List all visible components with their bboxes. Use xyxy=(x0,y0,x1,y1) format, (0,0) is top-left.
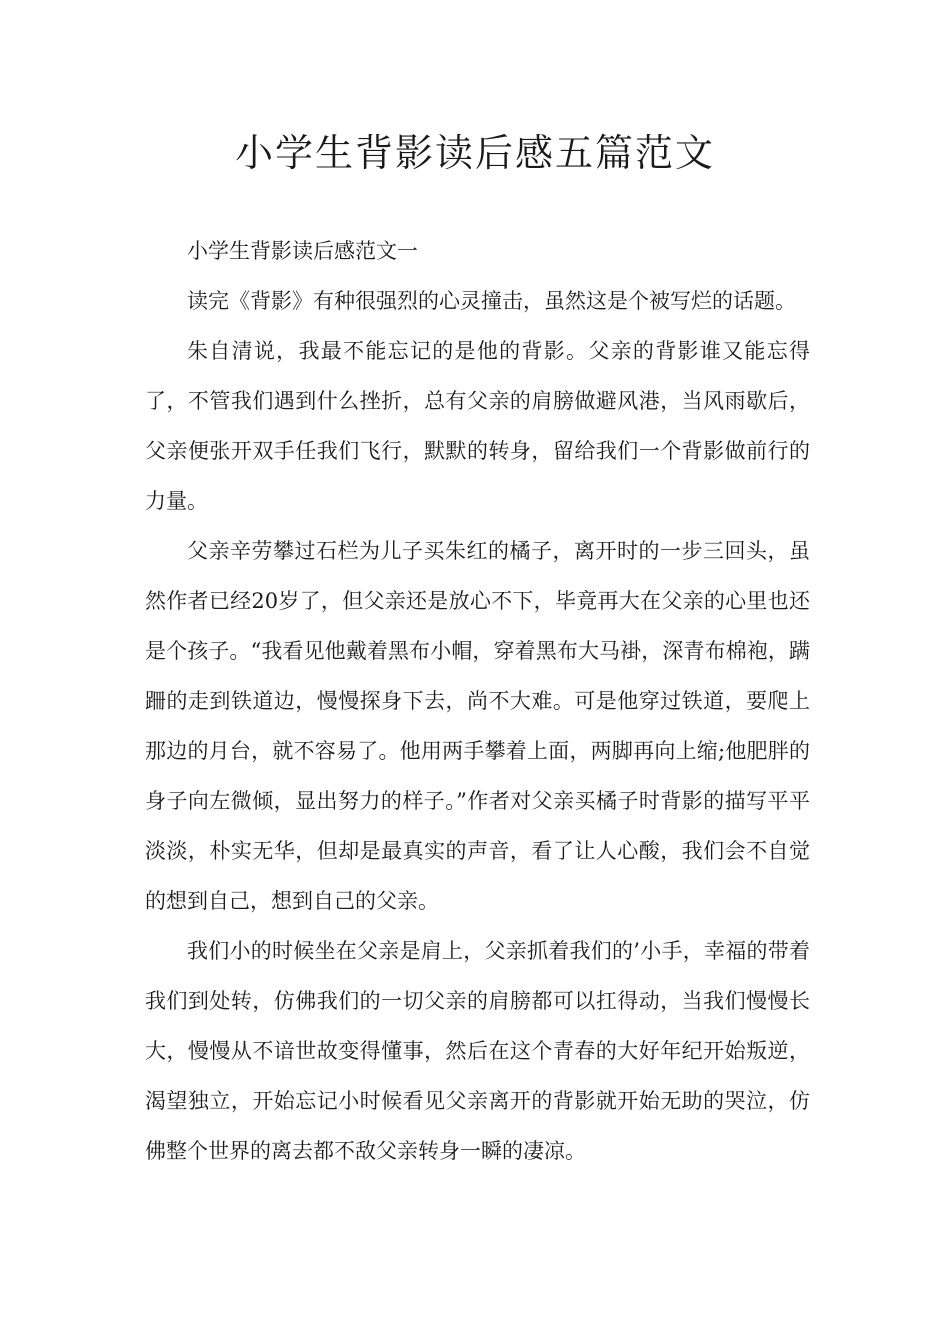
page-title: 小学生背影读后感五篇范文 xyxy=(234,131,715,175)
paragraph: 朱自清说，我最不能忘记的是他的背影。父亲的背影谁又能忘得了，不管我们遇到什么挫折，总有父亲的肩膀做避风港，当风雨歇后，父亲便张开双手任我们飞行，默默的转身，留给我们一个背影做前行的力量。 xyxy=(145,339,810,513)
section-heading: 小学生背影读后感范文一 xyxy=(187,239,418,263)
paragraph: 父亲辛劳攀过石栏为儿子买朱红的橘子，离开时的一步三回头，虽然作者已经20岁了，但父亲还是放心不下，毕竟再大在父亲的心里也还是个孩子。“我看见他戴着黑布小帽，穿着黑布大马褂，深青布棉袍，蹒跚的走到铁道边，慢慢探身下去，尚不大难。可是他穿过铁道，要爬上那边的月台，就不容易了。他用两手攀着上面，两脚再向上缩;他肥胖的身子向左微倾，显出努力的样子。”作者对父亲买橘子时背影的描写平平淡淡，朴实无华，但却是最真实的声音，看了让人心酸，我们会不自觉的想到自己，想到自己的父亲。 xyxy=(145,539,810,913)
paragraph: 我们小的时候坐在父亲是肩上，父亲抓着我们的’小手，幸福的带着我们到处转，仿佛我们的一切父亲的肩膀都可以扛得动，当我们慢慢长大，慢慢从不谙世故变得懂事，然后在这个青春的大好年纪开始叛逆，渴望独立，开始忘记小时候看见父亲离开的背影就开始无助的哭泣，仿佛整个世界的离去都不敌父亲转身一瞬的凄凉。 xyxy=(145,939,810,1163)
paragraph: 读完《背影》有种很强烈的心灵撞击，虽然这是个被写烂的话题。 xyxy=(187,289,796,313)
document-body xyxy=(145,226,810,1176)
